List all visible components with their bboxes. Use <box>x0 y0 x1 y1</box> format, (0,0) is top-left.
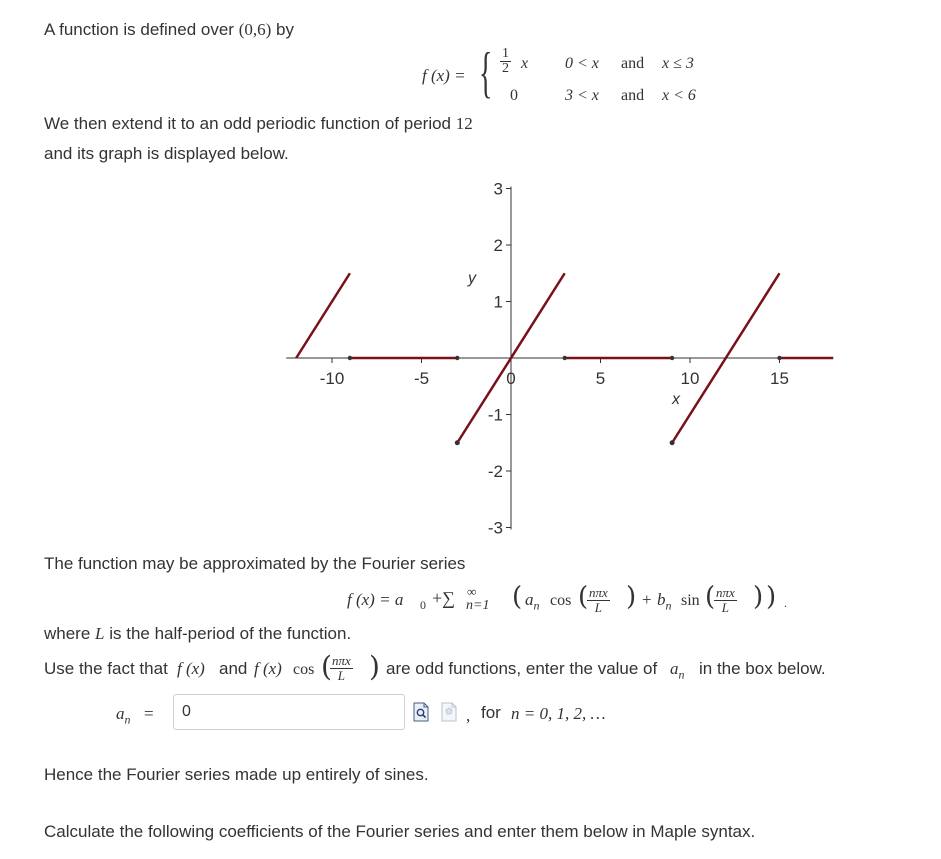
case1-var: x <box>521 55 529 72</box>
answer-comma: , <box>466 706 471 725</box>
usefact-f1: f (x) <box>177 659 205 678</box>
extend-line2: and its graph is displayed below. <box>44 144 289 163</box>
case2-cond-a: 3 < x <box>565 87 599 104</box>
formula-bn <box>657 590 672 613</box>
x-axis-label: x <box>672 391 680 408</box>
y-tick-label: -2 <box>487 462 503 481</box>
cos-frac-num: nπx <box>589 585 608 600</box>
extend-line1 <box>44 114 473 134</box>
formula-an <box>525 590 540 613</box>
x-tick-label: 15 <box>770 369 789 388</box>
formula-bn-n: n <box>665 598 672 613</box>
usefact-tail: in the box below. <box>699 659 826 678</box>
usefact-an-n: n <box>678 667 685 682</box>
y-tick-label: 1 <box>493 292 503 312</box>
intro-suffix: by <box>276 20 294 39</box>
x-tick-label: -5 <box>413 369 430 388</box>
case1-num: 1 <box>502 46 509 61</box>
where-line <box>44 624 351 644</box>
segment-endpoint <box>348 356 352 360</box>
intro-line <box>44 20 294 40</box>
answer-label-a: a <box>116 704 125 723</box>
formula-paren-close: ) <box>766 582 777 612</box>
an-answer-input[interactable] <box>173 694 405 730</box>
usefact-frac-den: L <box>337 668 346 683</box>
usefact-suffix: are odd functions, enter the value of <box>386 659 658 678</box>
period-value: 12 <box>455 114 473 133</box>
formula-sum: +∑ <box>432 588 455 608</box>
formula-sin-paren-open: ( <box>705 582 716 612</box>
formula-sum-sup: ∞ <box>467 584 477 599</box>
interval: (0,6) <box>238 20 272 39</box>
case1-cond-a: 0 < x <box>565 55 599 72</box>
usefact-cos: cos <box>293 661 315 678</box>
answer-n-range: n = 0, 1, 2, … <box>511 704 606 723</box>
usefact-paren-open: ( <box>321 650 332 683</box>
graph-series <box>296 273 833 445</box>
answer-label-n: n <box>124 712 131 727</box>
case1-fraction <box>500 47 511 76</box>
closed-endpoint <box>455 440 460 445</box>
extend-text: We then extend it to an odd periodic function of period <box>44 114 452 133</box>
where-prefix: where <box>44 624 91 643</box>
answer-label <box>116 704 131 727</box>
formula-end: . <box>784 596 787 610</box>
y-axis-label: y <box>468 270 476 287</box>
y-tick-label: -3 <box>487 518 503 538</box>
formula-a0-sub: 0 <box>420 598 426 612</box>
where-suffix: is the half-period of the function. <box>109 624 352 643</box>
formula-sin: sin <box>681 592 700 609</box>
formula-cos: cos <box>550 592 572 609</box>
segment-endpoint <box>455 356 459 360</box>
case2-cond-and: and <box>621 87 645 104</box>
formula-sin-paren-close: ) <box>753 582 764 612</box>
x-tick-label: 10 <box>680 369 700 388</box>
formula-cos-paren-open: ( <box>578 582 589 612</box>
y-tick-label: -1 <box>487 405 503 425</box>
function-graph <box>0 170 941 550</box>
segment-endpoint <box>670 356 674 360</box>
case1-cond-and: and <box>621 55 645 72</box>
left-brace: { <box>479 42 493 104</box>
formula-paren-open: ( <box>512 582 523 612</box>
case2-cond-b: x < 6 <box>662 87 696 104</box>
case1-cond-b: x ≤ 3 <box>662 55 694 72</box>
formula-an-a: a <box>525 590 534 609</box>
formula-cos-frac <box>587 586 610 615</box>
sin-frac-den: L <box>721 600 730 615</box>
fourier-intro: The function may be approximated by the Fourier series <box>44 554 466 573</box>
preview-icon[interactable] <box>413 702 429 722</box>
formula-sin-frac <box>714 586 737 615</box>
usefact-frac <box>330 654 353 683</box>
y-tick-label: 2 <box>493 236 503 255</box>
formula-lhs: f (x) = a <box>347 590 404 609</box>
x-tick-label: -10 <box>319 369 345 388</box>
case1-den: 2 <box>502 61 509 76</box>
usefact-f2: f (x) <box>254 659 282 678</box>
calculate-line: Calculate the following coefficients of the Fourier series and enter them below in Maple syntax. <box>44 822 756 841</box>
where-L: L <box>95 624 105 643</box>
x-tick-label: 5 <box>595 369 606 388</box>
hence-line: Hence the Fourier series made up entirely of sines. <box>44 765 429 784</box>
graph-segment <box>296 273 350 358</box>
cos-frac-den: L <box>594 600 603 615</box>
answer-eq: = <box>144 704 154 723</box>
case2-expr: 0 <box>510 87 518 104</box>
maple-syntax-icon-svg <box>441 702 457 722</box>
usefact-paren-close: ) <box>369 650 380 683</box>
y-tick-label: 3 <box>493 179 503 199</box>
answer-for: for <box>481 703 501 722</box>
segment-endpoint <box>777 356 781 360</box>
usefact-frac-num: nπx <box>332 653 351 668</box>
maple-syntax-icon[interactable] <box>441 702 457 722</box>
segment-endpoint <box>563 356 567 360</box>
piecewise-lhs: f (x) = <box>422 66 466 85</box>
usefact-an-a: a <box>670 659 679 678</box>
formula-bn-b: b <box>657 590 666 609</box>
formula-an-n: n <box>533 598 540 613</box>
sin-frac-num: nπx <box>716 585 735 600</box>
formula-sum-sub: n=1 <box>466 598 490 613</box>
x-tick-label: 0 <box>506 369 516 388</box>
closed-endpoint <box>670 440 675 445</box>
intro-text: A function is defined over <box>44 20 234 39</box>
usefact-an <box>670 659 685 682</box>
formula-cos-paren-close: ) <box>626 582 637 612</box>
preview-icon-svg <box>413 702 429 722</box>
usefact-and: and <box>219 659 248 678</box>
formula-plus: + <box>642 590 652 609</box>
usefact-prefix: Use the fact that <box>44 659 168 678</box>
